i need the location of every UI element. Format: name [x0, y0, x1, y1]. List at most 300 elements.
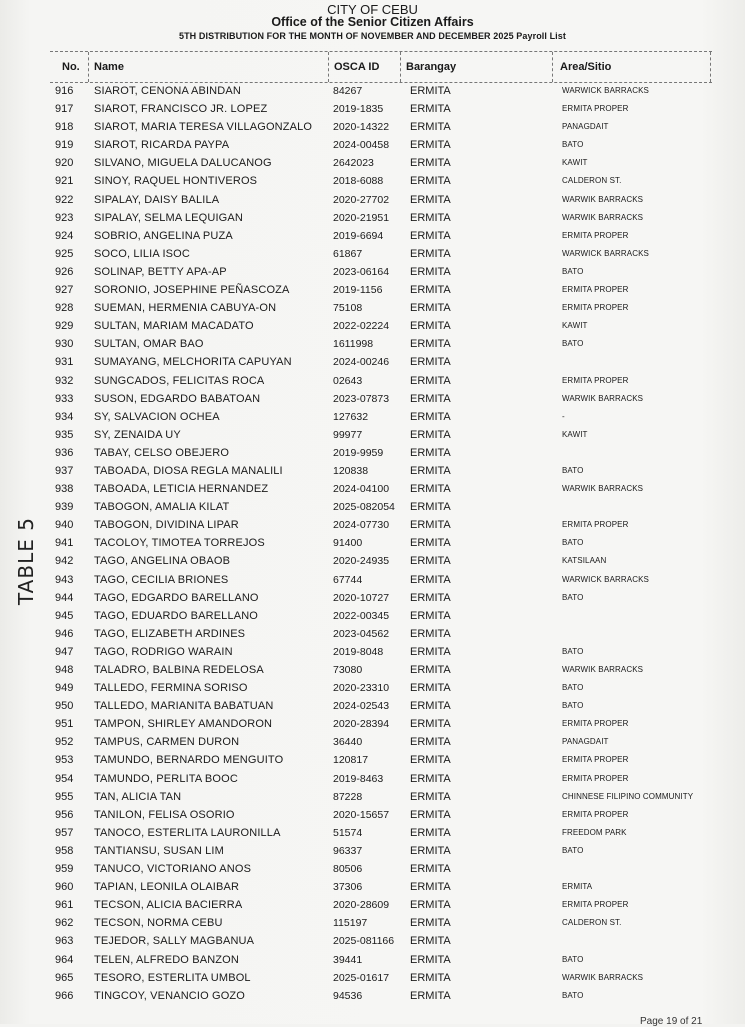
column-divider — [328, 52, 329, 82]
table-row — [0, 896, 745, 914]
barangay: ERMITA — [410, 428, 451, 441]
senior-name: SUNGCADOS, FELICITAS ROCA — [94, 374, 265, 387]
osca-id: 2020-28609 — [333, 899, 390, 912]
barangay: ERMITA — [410, 519, 451, 532]
column-header-osca-id: OSCA ID — [334, 61, 380, 73]
senior-name: TANOCO, ESTERLITA LAURONILLA — [94, 826, 281, 839]
osca-id: 37306 — [333, 881, 363, 894]
area-sitio: BATO — [562, 465, 584, 475]
senior-name: TABOGON, AMALIA KILAT — [94, 501, 230, 514]
barangay: ERMITA — [410, 121, 451, 134]
osca-id: 2020-27702 — [333, 193, 390, 206]
table-row — [0, 661, 745, 679]
table-row — [0, 462, 745, 480]
table-row — [0, 100, 745, 118]
row-number: 918 — [55, 121, 74, 134]
area-sitio: WARWICK BARRACKS — [562, 86, 649, 95]
senior-name: TAGO, ANGELINA OBAOB — [94, 555, 231, 568]
senior-name: SIAROT, RICARDA PAYPA — [94, 139, 230, 152]
row-number: 922 — [55, 193, 74, 206]
row-number: 919 — [55, 139, 74, 152]
senior-name: SIAROT, CENONA ABINDAN — [94, 85, 241, 97]
senior-name: TAGO, EDUARDO BARELLANO — [94, 609, 259, 622]
osca-id: 91400 — [333, 537, 363, 550]
column-divider — [88, 52, 89, 82]
row-number: 920 — [55, 157, 74, 170]
table-row — [0, 842, 745, 860]
senior-name: TANILON, FELISA OSORIO — [94, 808, 235, 821]
table-row — [0, 154, 745, 172]
senior-name: TABOGON, DIVIDINA LIPAR — [94, 519, 239, 532]
barangay: ERMITA — [410, 844, 451, 857]
area-sitio: WARWICK BARRACKS — [562, 248, 649, 258]
osca-id: 2019-8048 — [333, 645, 384, 658]
osca-id: 2024-07730 — [333, 519, 390, 532]
senior-name: TAN, ALICIA TAN — [94, 790, 182, 803]
area-sitio: ERMITA PROPER — [562, 104, 629, 114]
row-number: 947 — [55, 645, 74, 658]
barangay: ERMITA — [410, 700, 451, 713]
column-header-no: No. — [62, 61, 80, 73]
area-sitio: BATO — [562, 683, 584, 693]
senior-name: TALLEDO, MARIANITA BABATUAN — [94, 700, 274, 713]
row-number: 961 — [55, 899, 74, 912]
senior-name: TELEN, ALFREDO BANZON — [94, 953, 239, 966]
barangay: ERMITA — [410, 971, 451, 984]
area-sitio: ERMITA PROPER — [562, 303, 629, 313]
barangay: ERMITA — [410, 664, 451, 676]
area-sitio: CHINNESE FILIPINO COMMUNITY — [562, 791, 694, 801]
row-number: 940 — [55, 519, 74, 532]
document-subtitle: 5TH DISTRIBUTION FOR THE MONTH OF NOVEMBER AND DECEMBER 2025 Payroll List — [178, 31, 566, 41]
area-sitio: BATO — [562, 990, 584, 1000]
table-row — [0, 589, 745, 607]
table-row — [0, 733, 745, 751]
barangay: ERMITA — [410, 320, 451, 333]
osca-id: 115197 — [333, 917, 368, 930]
row-number: 926 — [55, 265, 74, 278]
area-sitio: BATO — [562, 845, 584, 855]
table-row — [0, 534, 745, 552]
senior-name: TAGO, ELIZABETH ARDINES — [94, 627, 246, 640]
osca-id: 75108 — [333, 302, 363, 315]
senior-name: SORONIO, JOSEPHINE PEÑASCOZA — [94, 284, 290, 297]
row-number: 949 — [55, 682, 74, 695]
table-row — [0, 751, 745, 769]
area-sitio: WARWIK BARRACKS — [562, 484, 644, 494]
barangay: ERMITA — [410, 175, 451, 188]
row-number: 917 — [55, 103, 74, 116]
row-number: 925 — [55, 247, 74, 260]
table-row — [0, 552, 745, 570]
osca-id: 02643 — [333, 374, 363, 387]
table-row — [0, 353, 745, 371]
row-number: 931 — [55, 356, 74, 369]
area-sitio: WARWIK BARRACKS — [562, 972, 644, 982]
barangay: ERMITA — [410, 863, 451, 876]
barangay: ERMITA — [410, 790, 451, 803]
row-number: 951 — [55, 718, 74, 731]
row-number: 921 — [55, 175, 74, 188]
table-row — [0, 679, 745, 697]
barangay: ERMITA — [410, 446, 451, 459]
row-number: 935 — [55, 428, 74, 441]
row-number: 953 — [55, 754, 74, 767]
senior-name: SINOY, RAQUEL HONTIVEROS — [94, 175, 258, 188]
barangay: ERMITA — [410, 826, 451, 839]
table-row — [0, 571, 745, 589]
table-row — [0, 390, 745, 408]
area-sitio: ERMITA PROPER — [562, 755, 629, 765]
barangay: ERMITA — [410, 935, 451, 948]
row-number: 942 — [55, 555, 74, 568]
row-number: 956 — [55, 808, 74, 821]
osca-id: 2019-1835 — [333, 103, 384, 116]
table-row — [0, 299, 745, 317]
row-number: 938 — [55, 483, 74, 496]
barangay: ERMITA — [410, 501, 451, 514]
table-row — [0, 932, 745, 950]
barangay: ERMITA — [410, 989, 451, 1002]
osca-id: 2024-00458 — [333, 139, 390, 152]
barangay: ERMITA — [410, 899, 451, 912]
row-number: 954 — [55, 772, 74, 785]
table-row — [0, 788, 745, 806]
table-row — [0, 625, 745, 643]
osca-id: 120817 — [333, 754, 369, 767]
row-number: 932 — [55, 374, 74, 387]
area-sitio: BATO — [562, 339, 584, 349]
barangay: ERMITA — [410, 573, 451, 586]
area-sitio: ERMITA PROPER — [562, 900, 629, 910]
area-sitio: WARWIK BARRACKS — [562, 665, 644, 674]
row-number: 952 — [55, 736, 74, 749]
barangay: ERMITA — [410, 609, 451, 622]
barangay: ERMITA — [410, 139, 451, 152]
barangay: ERMITA — [410, 247, 451, 260]
row-number: 939 — [55, 501, 74, 514]
row-number: 930 — [55, 338, 74, 351]
osca-id: 2022-00345 — [333, 609, 390, 622]
area-sitio: KAWIT — [562, 321, 588, 331]
barangay: ERMITA — [410, 772, 451, 785]
area-sitio: PANAGDAIT — [562, 737, 609, 747]
table-row — [0, 498, 745, 516]
senior-name: TACOLOY, TIMOTEA TORREJOS — [94, 537, 265, 550]
row-number: 923 — [55, 211, 74, 224]
osca-id: 61867 — [333, 247, 363, 260]
osca-id: 94536 — [333, 989, 363, 1002]
table-row — [0, 607, 745, 625]
senior-name: SIPALAY, SELMA LEQUIGAN — [94, 211, 243, 224]
area-sitio: KATSILAAN — [562, 556, 607, 566]
osca-id: 2020-28394 — [333, 718, 390, 731]
row-number: 941 — [55, 537, 74, 550]
area-sitio: ERMITA PROPER — [562, 375, 629, 385]
osca-id: 2025-082054 — [333, 501, 395, 514]
row-number: 937 — [55, 464, 74, 477]
table-row — [0, 987, 745, 1005]
osca-id: 2019-8463 — [333, 772, 384, 785]
table-row — [0, 969, 745, 987]
row-number: 960 — [55, 881, 74, 894]
barangay: ERMITA — [410, 193, 451, 206]
senior-name: SUSON, EDGARDO BABATOAN — [94, 392, 261, 405]
area-sitio: ERMITA PROPER — [562, 773, 629, 783]
barangay: ERMITA — [410, 103, 451, 116]
area-sitio: ERMITA PROPER — [562, 230, 629, 240]
area-sitio: BATO — [562, 646, 584, 656]
osca-id: 2020-15657 — [333, 808, 390, 821]
area-sitio: KAWIT — [562, 429, 588, 439]
row-number: 964 — [55, 953, 74, 966]
table-row — [0, 317, 745, 335]
senior-name: TABAY, CELSO OBEJERO — [94, 446, 230, 459]
table-row — [0, 824, 745, 842]
area-sitio: WARWIK BARRACKS — [562, 194, 644, 204]
table-row — [0, 643, 745, 661]
senior-name: TESORO, ESTERLITA UMBOL — [94, 971, 251, 984]
senior-name: TAMPUS, CARMEN DURON — [94, 736, 240, 749]
osca-id: 2018-6088 — [333, 175, 384, 188]
osca-id: 39441 — [333, 953, 363, 966]
barangay: ERMITA — [410, 953, 451, 966]
row-number: 936 — [55, 446, 74, 459]
column-divider — [710, 52, 711, 82]
osca-id: 99977 — [333, 428, 363, 441]
barangay: ERMITA — [410, 410, 451, 423]
row-number: 959 — [55, 863, 74, 876]
senior-name: SUMAYANG, MELCHORITA CAPUYAN — [94, 356, 292, 369]
osca-id: 73080 — [333, 664, 363, 676]
row-number: 957 — [55, 826, 74, 839]
senior-name: SY, ZENAIDA UY — [94, 428, 181, 441]
osca-id: 2020-21951 — [333, 211, 390, 224]
area-sitio: FREEDOM PARK — [562, 827, 627, 837]
table-row — [0, 172, 745, 190]
senior-name: SULTAN, OMAR BAO — [94, 338, 204, 351]
osca-id: 67744 — [333, 573, 363, 586]
area-sitio: ERMITA PROPER — [562, 520, 629, 530]
table-row — [0, 372, 745, 390]
barangay: ERMITA — [410, 555, 451, 568]
osca-id: 2025-01617 — [333, 971, 390, 984]
senior-name: SOBRIO, ANGELINA PUZA — [94, 229, 233, 242]
senior-name: TAPIAN, LEONILA OLAIBAR — [94, 881, 240, 894]
osca-id: 2020-24935 — [333, 555, 390, 568]
row-number: 950 — [55, 700, 74, 713]
column-divider — [552, 52, 553, 82]
area-sitio: WARWIK BARRACKS — [562, 393, 644, 403]
row-number: 966 — [55, 989, 74, 1002]
osca-id: 2023-04562 — [333, 627, 390, 640]
osca-id: 87228 — [333, 790, 363, 803]
table-row — [0, 263, 745, 281]
barangay: ERMITA — [410, 85, 451, 97]
handwritten-annotation: TABLE 5 — [14, 517, 38, 605]
table-row — [0, 516, 745, 534]
senior-name: TINGCOY, VENANCIO GOZO — [94, 989, 246, 1002]
osca-id: 127632 — [333, 410, 369, 423]
area-sitio: CALDERON ST. — [562, 918, 622, 928]
column-header-area-sitio: Area/Sitio — [560, 61, 612, 73]
row-number: 965 — [55, 971, 74, 984]
senior-name: TABOADA, DIOSA REGLA MANALILI — [94, 464, 283, 477]
row-number: 934 — [55, 410, 74, 423]
page-number: Page 19 of 21 — [640, 1016, 703, 1027]
column-header-barangay: Barangay — [406, 61, 457, 73]
osca-id: 2020-23310 — [333, 682, 390, 695]
table-row — [0, 281, 745, 299]
table-row — [0, 914, 745, 932]
area-sitio: ERMITA PROPER — [562, 285, 629, 295]
table-row — [0, 335, 745, 353]
barangay: ERMITA — [410, 591, 451, 604]
table-row — [0, 408, 745, 426]
osca-id: 2022-02224 — [333, 320, 390, 333]
senior-name: SY, SALVACION OCHEA — [94, 410, 220, 423]
senior-name: TANTIANSU, SUSAN LIM — [94, 844, 224, 857]
senior-name: SIPALAY, DAISY BALILA — [94, 193, 220, 206]
table-row — [0, 480, 745, 498]
barangay: ERMITA — [410, 392, 451, 405]
osca-id: 2020-10727 — [333, 591, 390, 604]
barangay: ERMITA — [410, 682, 451, 695]
table-row — [0, 191, 745, 209]
barangay: ERMITA — [410, 211, 451, 224]
barangay: ERMITA — [410, 754, 451, 767]
osca-id: 36440 — [333, 736, 363, 749]
area-sitio: ERMITA — [562, 882, 593, 892]
row-number: 962 — [55, 917, 74, 930]
area-sitio: - — [562, 411, 565, 421]
row-number: 945 — [55, 609, 74, 622]
barangay: ERMITA — [410, 627, 451, 640]
osca-id: 2020-14322 — [333, 121, 390, 134]
osca-id: 2024-00246 — [333, 356, 390, 369]
barangay: ERMITA — [410, 265, 451, 278]
osca-id: 80506 — [333, 863, 363, 876]
senior-name: SILVANO, MIGUELA DALUCANOG — [94, 157, 272, 170]
osca-id: 51574 — [333, 826, 363, 839]
row-number: 955 — [55, 790, 74, 803]
osca-id: 96337 — [333, 844, 363, 857]
barangay: ERMITA — [410, 338, 451, 351]
table-row — [0, 715, 745, 733]
area-sitio: KAWIT — [562, 158, 588, 168]
table-body — [0, 82, 745, 1005]
table-row — [0, 951, 745, 969]
area-sitio: BATO — [562, 701, 584, 711]
row-number: 946 — [55, 627, 74, 640]
senior-name: TAGO, RODRIGO WARAIN — [94, 645, 233, 658]
senior-name: TALADRO, BALBINA REDELOSA — [94, 664, 264, 676]
table-row — [0, 118, 745, 136]
area-sitio: BATO — [562, 140, 584, 150]
row-number: 948 — [55, 664, 74, 676]
osca-id: 2019-1156 — [333, 284, 383, 297]
area-sitio: CALDERON ST. — [562, 176, 622, 186]
table-row — [0, 136, 745, 154]
senior-name: SUEMAN, HERMENIA CABUYA-ON — [94, 302, 277, 315]
osca-id: 2024-02543 — [333, 700, 390, 713]
senior-name: TAGO, EDGARDO BARELLANO — [94, 591, 259, 604]
table-row — [0, 770, 745, 788]
senior-name: TANUCO, VICTORIANO ANOS — [94, 863, 252, 876]
area-sitio: WARWIK BARRACKS — [562, 212, 644, 222]
osca-id: 84267 — [333, 85, 363, 97]
barangay: ERMITA — [410, 229, 451, 242]
senior-name: TAGO, CECILIA BRIONES — [94, 573, 229, 586]
senior-name: SOCO, LILIA ISOC — [94, 247, 190, 260]
table-header — [50, 51, 712, 83]
barangay: ERMITA — [410, 645, 451, 658]
senior-name: TAMPON, SHIRLEY AMANDORON — [94, 718, 273, 731]
barangay: ERMITA — [410, 157, 451, 170]
senior-name: TABOADA, LETICIA HERNANDEZ — [94, 483, 269, 496]
city-title: CITY OF CEBU — [327, 2, 418, 17]
osca-id: 2642023 — [333, 157, 374, 170]
area-sitio: BATO — [562, 592, 584, 602]
column-divider — [400, 52, 401, 82]
senior-name: TEJEDOR, SALLY MAGBANUA — [94, 935, 255, 948]
barangay: ERMITA — [410, 917, 451, 930]
area-sitio: PANAGDAIT — [562, 122, 609, 132]
barangay: ERMITA — [410, 537, 451, 550]
barangay: ERMITA — [410, 483, 451, 496]
row-number: 924 — [55, 229, 74, 242]
osca-id: 2019-9959 — [333, 446, 384, 459]
row-number: 928 — [55, 302, 74, 315]
office-title: Office of the Senior Citizen Affairs — [271, 15, 474, 29]
table-row — [0, 209, 745, 227]
row-number: 929 — [55, 320, 74, 333]
barangay: ERMITA — [410, 736, 451, 749]
area-sitio: BATO — [562, 266, 584, 276]
table-row — [0, 806, 745, 824]
table-row — [0, 245, 745, 263]
table-row — [0, 426, 745, 444]
barangay: ERMITA — [410, 356, 451, 369]
area-sitio: ERMITA PROPER — [562, 809, 629, 819]
senior-name: TALLEDO, FERMINA SORISO — [94, 682, 248, 695]
barangay: ERMITA — [410, 718, 451, 731]
row-number: 944 — [55, 591, 74, 604]
osca-id: 2019-6694 — [333, 229, 384, 242]
barangay: ERMITA — [410, 464, 451, 477]
senior-name: TAMUNDO, BERNARDO MENGUITO — [94, 754, 284, 767]
table-row — [0, 860, 745, 878]
barangay: ERMITA — [410, 284, 451, 297]
area-sitio: ERMITA PROPER — [562, 719, 629, 729]
osca-id: 2023-06164 — [333, 265, 390, 278]
senior-name: TECSON, ALICIA BACIERRA — [94, 899, 243, 912]
table-row — [0, 227, 745, 245]
osca-id: 120838 — [333, 464, 369, 477]
senior-name: SOLINAP, BETTY APA-AP — [94, 265, 227, 278]
area-sitio: WARWICK BARRACKS — [562, 574, 649, 584]
barangay: ERMITA — [410, 374, 451, 387]
osca-id: 2025-081166 — [333, 935, 395, 948]
senior-name: TAMUNDO, PERLITA BOOC — [94, 772, 238, 785]
column-header-name: Name — [94, 61, 124, 73]
row-number: 933 — [55, 392, 74, 405]
senior-name: TECSON, NORMA CEBU — [94, 917, 223, 930]
osca-id: 1611998 — [333, 338, 374, 351]
table-row — [0, 697, 745, 715]
area-sitio: BATO — [562, 954, 584, 964]
senior-name: SIAROT, MARIA TERESA VILLAGONZALO — [94, 121, 313, 134]
